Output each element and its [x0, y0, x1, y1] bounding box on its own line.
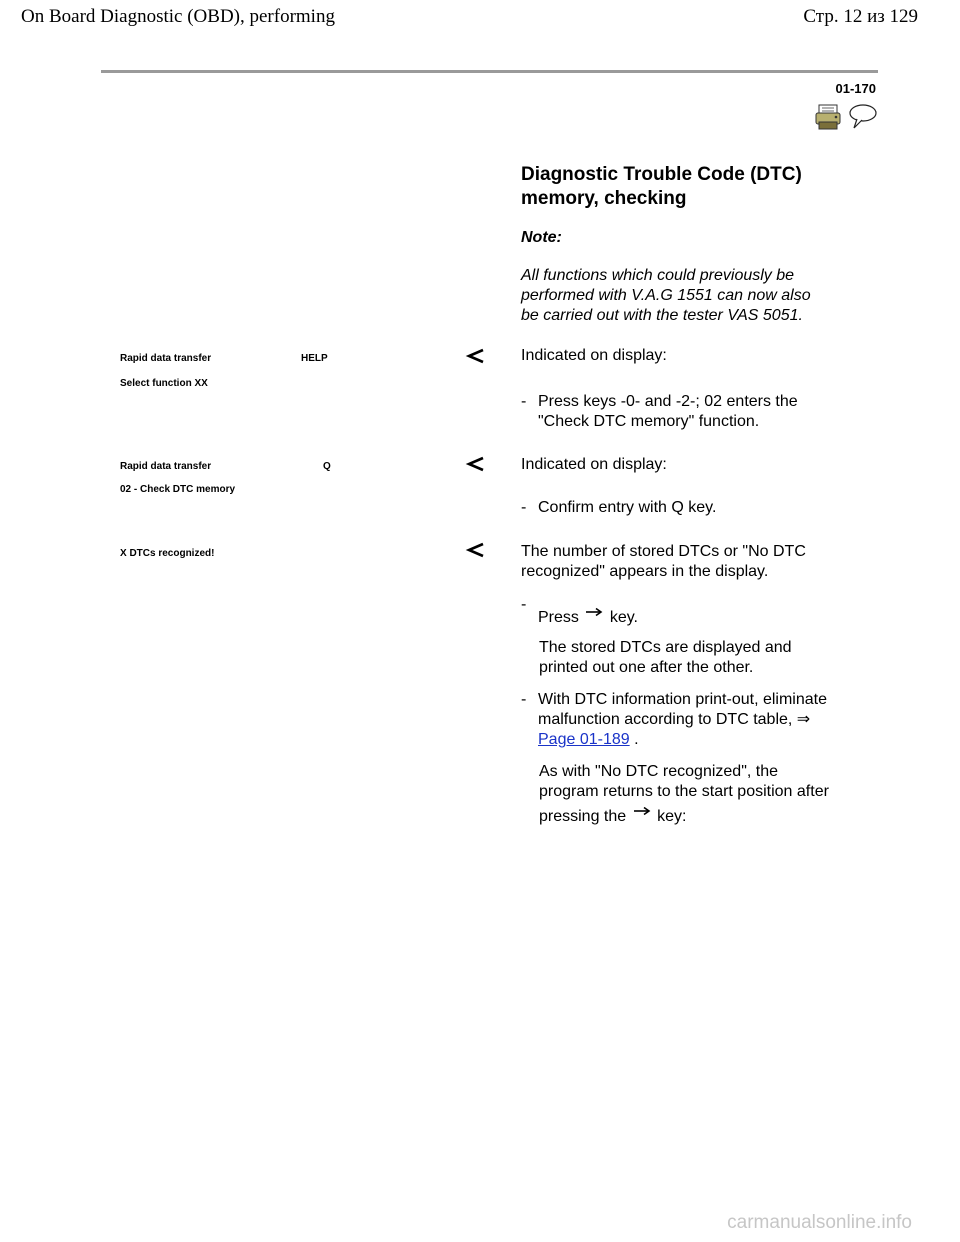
stored-dtcs-text: The stored DTCs are displayed and printed out one after the other. — [539, 639, 792, 676]
header-document-title: On Board Diagnostic (OBD), performing — [21, 6, 335, 27]
display1-line1-left: Rapid data transfer — [120, 353, 212, 364]
watermark: carmanualsonline.info — [727, 1212, 912, 1233]
display1-line1-right: HELP — [301, 353, 328, 364]
reference-arrow: ⇒ — [796, 711, 811, 728]
pointer-arrow-icon — [465, 347, 485, 365]
note-label: Note: — [521, 229, 562, 246]
printer-icon[interactable] — [814, 104, 842, 130]
step3-info-bullet: - With DTC information print-out, eliminate malfunction according to DTC table, ⇒ Page 01-189 . — [521, 691, 827, 748]
page-number: 01-170 — [835, 81, 876, 96]
header-rule — [101, 70, 878, 73]
step3-press-bullet: - Press key. — [521, 596, 638, 626]
step3-text: The number of stored DTCs or "No DTC recognized" appears in the display. — [521, 543, 806, 580]
speech-bubble-icon[interactable] — [848, 104, 878, 130]
display3-line1: X DTCs recognized! — [120, 548, 215, 559]
section-title: Diagnostic Trouble Code (DTC) memory, checking — [521, 164, 802, 209]
header-page-counter: Стр. 12 из 129 — [803, 6, 918, 27]
display1-line2: Select function XX — [120, 378, 208, 389]
display2-line1-left: Rapid data transfer — [120, 461, 212, 472]
pointer-arrow-icon — [465, 455, 485, 473]
step1-bullet: - Press keys -0- and -2-; 02 enters the "Check DTC memory" function. — [521, 393, 798, 430]
display2-line1-right: Q — [323, 461, 331, 472]
step2-bullet: - Confirm entry with Q key. — [521, 499, 717, 516]
pointer-arrow-icon — [465, 541, 485, 559]
note-text: All functions which could previously be performed with V.A.G 1551 can now also be carried out with the tester VAS 5051. — [521, 267, 811, 324]
step2-text: Indicated on display: — [521, 456, 667, 473]
page-tools — [814, 104, 878, 130]
page-link[interactable]: Page 01-189 — [538, 731, 630, 748]
step1-text: Indicated on display: — [521, 347, 667, 364]
right-arrow-key-icon — [585, 607, 603, 617]
right-arrow-key-icon — [633, 806, 651, 816]
display2-line2: 02 - Check DTC memory — [120, 484, 236, 495]
return-text: As with "No DTC recognized", the program returns to the start position after pressing the key: — [539, 763, 829, 825]
